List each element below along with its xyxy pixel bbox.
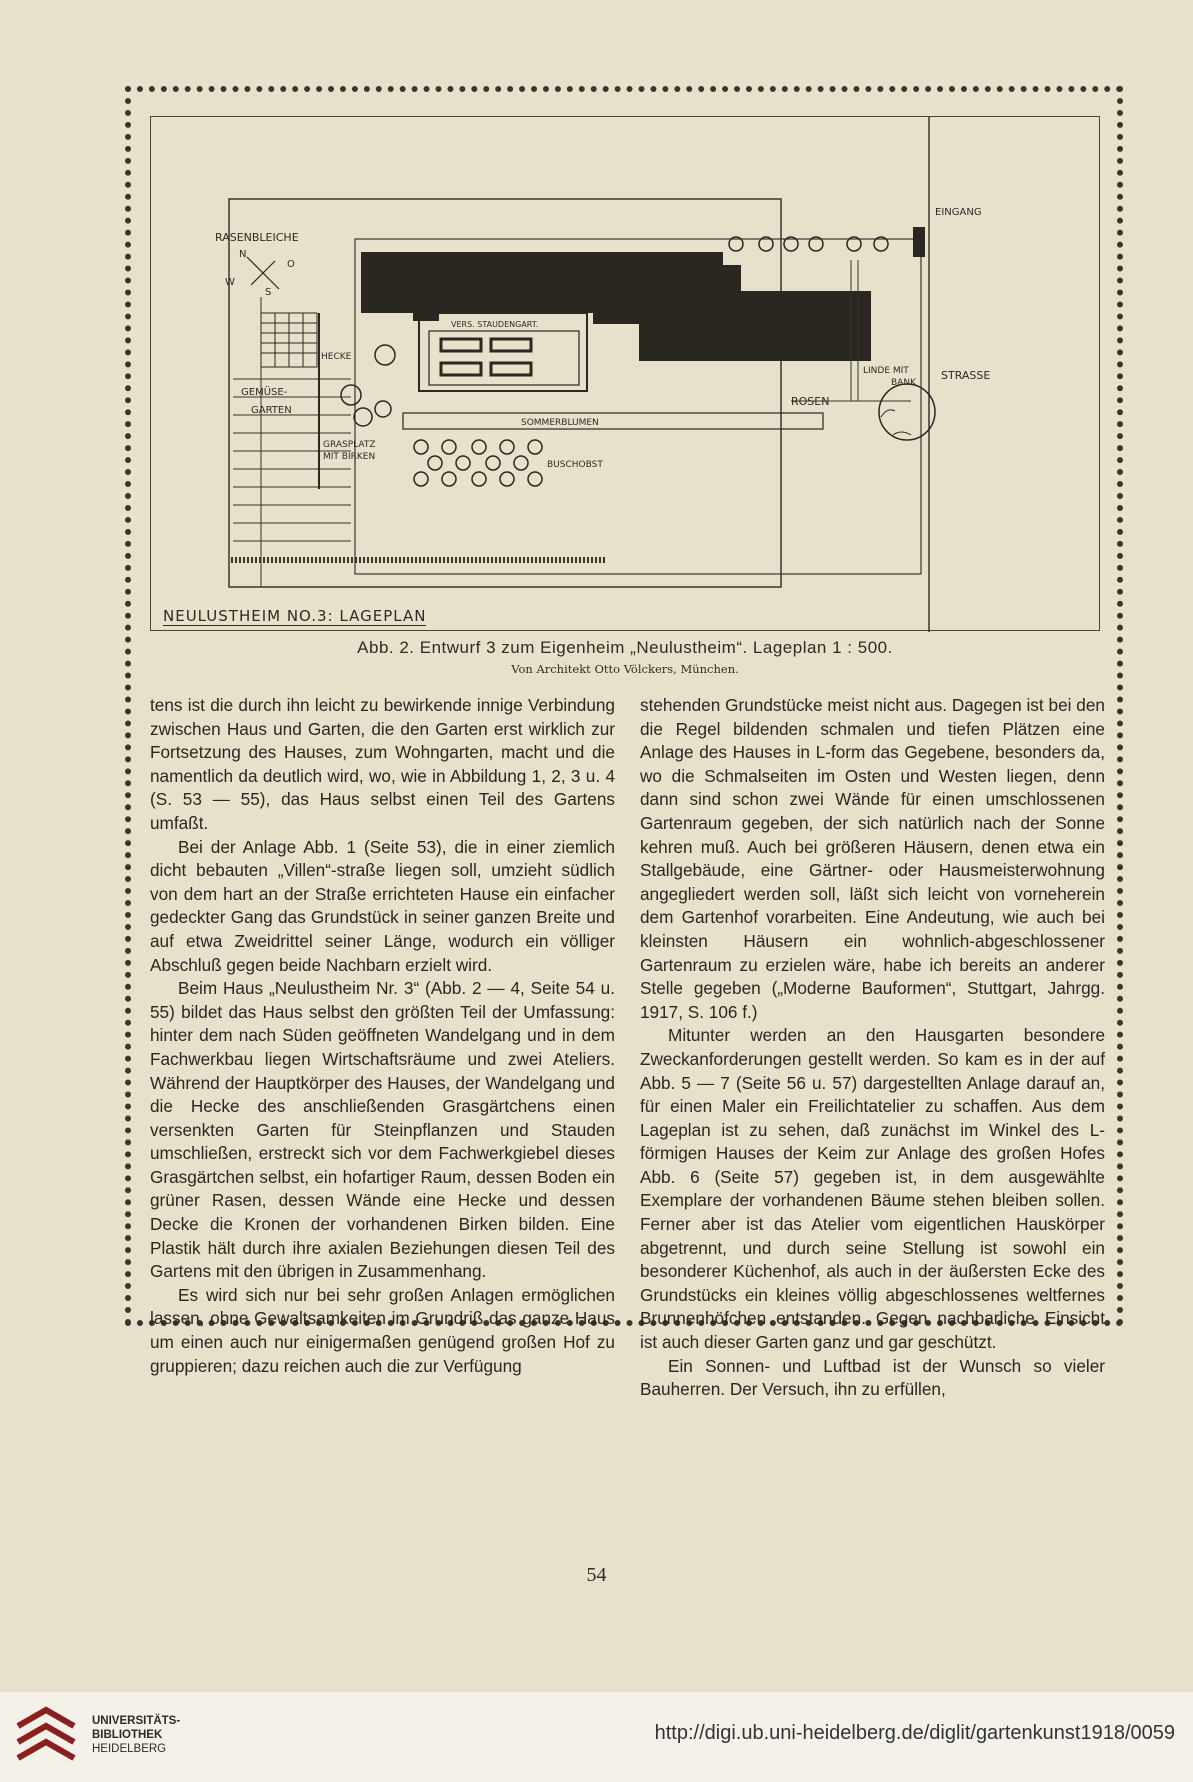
- label-linde: LINDE MIT: [863, 366, 909, 376]
- label-gemuese: GEMÜSE-: [241, 387, 288, 398]
- paragraph: tens ist die durch ihn leicht zu bewirkende innige Verbindung zwischen Haus und Garten, die den Garten erst wirklich zur Fortsetzung des Hauses, zum Wohngarten, macht und die namentlich da deutlich wird, wo, wie in Abbildung 1, 2, 3 u. 4 (S. 53 — 55), das Haus selbst einen Teil des Gartens umfaßt.: [150, 695, 615, 833]
- library-name-line3: HEIDELBERG: [92, 1743, 167, 1755]
- paragraph: Ein Sonnen- und Luftbad ist der Wunsch so vieler Bauherren. Der Versuch, ihn zu erfüllen,: [640, 1355, 1105, 1400]
- label-strasse: STRASSE: [941, 369, 991, 382]
- paragraph: Bei der Anlage Abb. 1 (Seite 53), die in einer ziemlich dicht bebauten „Villen“-straße liegen soll, umzieht südlich von dem hart an der Straße errichteten Hause ein einfacher gedeckter Gang das Grundstück in seiner ganzen Breite und auf etwa Zweidrittel seiner Länge, wodurch ein völliger Abschluß gegen beide Nachbarn erzielt wird.: [150, 836, 615, 975]
- library-logo-icon: [14, 1706, 78, 1770]
- label-buschobst: BUSCHOBST: [547, 460, 603, 470]
- label-east: O: [287, 259, 295, 270]
- figure-credit: Von Architekt Otto Völckers, München.: [511, 662, 739, 676]
- library-name-line2: BIBLIOTHEK: [92, 1729, 163, 1741]
- paragraph: stehenden Grundstücke meist nicht aus. Dagegen ist bei den die Regel bildenden schmalen und tiefen Plätzen eine Anlage des Hauses in L-form das Gegebene, besonders da, wo die Schmalseiten im Osten und Westen liegen, denn dann sind schon zwei Wände für einen umschlossenen Gartenraum gegeben, der sich natürlich nach der Sonne kehren muß. Auch bei größeren Häusern, denen etwa ein Stallgebäude, eine Gärtner- oder Hausmeisterwohnung angegliedert werden soll, läßt sich leicht von vorneherein dem Gartenhof vorarbeiten. Eine Andeutung, wie auch bei kleinsten Häusern ein wohnlich-abgeschlossener Gartenraum zu erzielen wäre, habe ich bereits an anderer Stelle gegeben („Moderne Bauformen“, Stuttgart, Jahrgg. 1917, S. 106 f.): [640, 695, 1105, 1022]
- library-name: [92, 1714, 180, 1756]
- label-north: N: [239, 249, 247, 260]
- figure-caption: Abb. 2. Entwurf 3 zum Eigenheim „Neulustheim“. Lageplan 1 : 500.: [357, 638, 893, 657]
- label-eingang: EINGANG: [935, 207, 982, 218]
- source-url[interactable]: http://digi.ub.uni-heidelberg.de/diglit/gartenkunst1918/0059: [654, 1722, 1175, 1744]
- site-plan: [150, 116, 1100, 631]
- label-garten: GARTEN: [251, 405, 292, 416]
- page-number: 54: [586, 1564, 607, 1586]
- paragraph: Mitunter werden an den Hausgarten besondere Zweckanforderungen gestellt werden. So kam es in der auf Abb. 5 — 7 (Seite 56 u. 57) dargestellten Anlage darauf an, für einen Maler ein Freilichtatelier zu schaffen. Aus dem Lageplan ist zu sehen, daß zunächst im Winkel des L-förmigen Hauses der Keim zur Anlage des großen Hofes Abb. 6 (Seite 57) gegeben ist, in dem ausgewählte Exemplare der vorhandenen Bäume stehen bleiben sollen. Ferner aber ist das Atelier vom eigentlichen Hauskörper abgetrennt, und durch seine Stellung ist sowohl ein besonderer Küchenhof, als auch in der äußersten Ecke des Grundstücks ein kleines völlig abgeschlossenes weltfernes Brunnenhöfchen entstanden. Gegen nachbarliche Einsicht ist auch dieser Garten ganz und gar geschützt.: [640, 1025, 1105, 1353]
- label-sommerblumen: SOMMERBLUMEN: [521, 418, 599, 428]
- label-south: S: [265, 287, 272, 298]
- text-column-left: [150, 694, 615, 1378]
- paragraph: Es wird sich nur bei sehr großen Anlagen ermöglichen lassen, ohne Gewaltsamkeiten im Grundriß das ganze Haus um einen auch nur einigermaßen genügend großen Hof zu gruppieren; dazu reichen auch die zur Verfügung: [150, 1284, 615, 1376]
- site-plan-drawing: [151, 117, 1101, 632]
- label-rosen: ROSEN: [791, 395, 830, 408]
- footer-bar: [0, 1692, 1193, 1782]
- label-mit-birken: MIT BIRKEN: [323, 452, 376, 462]
- label-hecke: HECKE: [321, 352, 352, 362]
- label-bank: BANK: [891, 378, 916, 388]
- label-rasenbleiche: RASENBLEICHE: [215, 231, 299, 244]
- plan-title: NEULUSTHEIM NO.3: LAGEPLAN: [163, 607, 427, 625]
- paragraph: Beim Haus „Neulustheim Nr. 3“ (Abb. 2 — 4, Seite 54 u. 55) bildet das Haus selbst den größten Teil der Umfassung: hinter dem nach Süden geöffneten Wandelgang und in dem Fachwerkbau liegen Wirtschaftsräume und zwei Ateliers. Während der Hauptkörper des Hauses, der Wandelgang und die Hecke des anschließenden Grasgärtchens einen versenkten Garten für Steinpflanzen und Stauden umschließen, erstreckt sich vor dem Fachwerkgiebel dieses Grasgärtchen selbst, ein hofartiger Raum, dessen Boden ein grüner Rasen, dessen Wände eine Hecke und dessen Decke die Kronen der vorhandenen Birken bilden. Eine Plastik hält durch ihre axialen Beziehungen diesen Teil des Gartens mit den übrigen in Zusammenhang.: [150, 978, 615, 1282]
- text-column-right: [640, 694, 1105, 1402]
- label-west: W: [225, 277, 235, 288]
- label-staudengarten: VERS. STAUDENGART.: [451, 320, 539, 329]
- library-name-line1: UNIVERSITÄTS-: [92, 1715, 181, 1727]
- label-grasplatz: GRASPLATZ: [323, 440, 376, 450]
